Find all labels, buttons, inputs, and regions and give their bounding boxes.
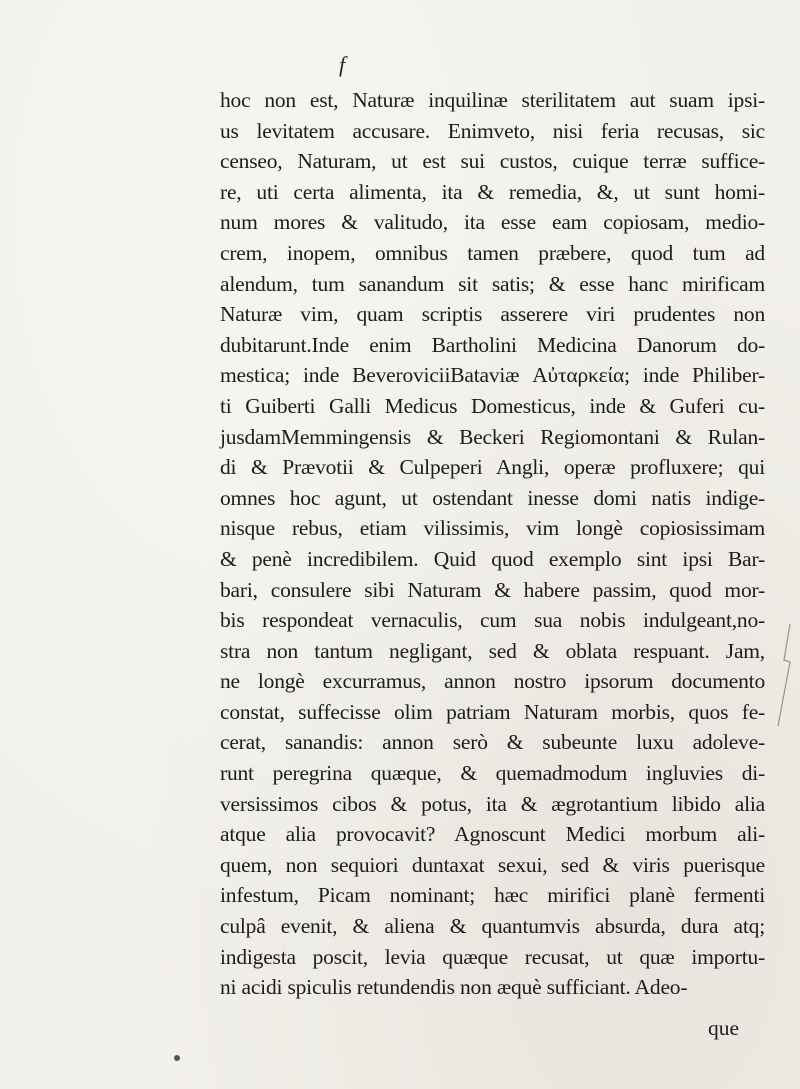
text-line: num mores & valitudo, ita esse eam copiosam, medio-: [220, 210, 765, 235]
text-line: di & Prævotii & Culpeperi Angli, operæ profluxere; qui: [220, 455, 765, 480]
text-line: re, uti certa alimenta, ita & remedia, &, ut sunt homi-: [220, 179, 765, 204]
text-line: constat, suffecisse olim patriam Naturam morbis, quos fe-: [220, 699, 765, 724]
latin-text-block: [220, 85, 765, 1003]
text-line: mestica; inde BeveroviciiBataviæ Αὐταρκεία; inde Philiber-: [220, 363, 765, 388]
text-line: ne longè excurramus, annon nostro ipsorum documento: [220, 669, 765, 694]
text-line: nisque rebus, etiam vilissimis, vim longè copiosissimam: [220, 516, 765, 541]
text-line: hoc non est, Naturæ inquilinæ sterilitatem aut suam ipsi-: [220, 88, 765, 112]
text-line: censeo, Naturam, ut est sui custos, cuique terræ suffice-: [220, 149, 765, 174]
text-line: bari, consulere sibi Naturam & habere passim, quod mor-: [220, 577, 765, 602]
text-line: Naturæ vim, quam scriptis asserere viri prudentes non: [220, 302, 765, 327]
pencil-margin-mark: [770, 620, 796, 730]
text-line: us levitatem accusare. Enimveto, nisi feria recusas, sic: [220, 118, 765, 143]
text-line: culpâ evenit, & aliena & quantumvis absurda, dura atq;: [220, 914, 765, 939]
text-line: versissimos cibos & potus, ita & ægrotantium libido alia: [220, 791, 765, 816]
text-line: stra non tantum negligant, sed & oblata respuant. Jam,: [220, 638, 765, 663]
ink-spot: [174, 1055, 180, 1061]
text-line: omnes hoc agunt, ut ostendant inesse domi natis indige-: [220, 485, 765, 510]
text-line: bis respondeat vernaculis, cum sua nobis indulgeant,no-: [220, 608, 765, 633]
page-top-mark: f: [339, 52, 346, 77]
text-line: & penè incredibilem. Quid quod exemplo sint ipsi Bar-: [220, 546, 765, 571]
text-line: cerat, sanandis: annon serò & subeunte luxu adoleve-: [220, 730, 765, 755]
text-line: atque alia provocavit? Agnoscunt Medici morbum ali-: [220, 822, 765, 847]
text-line: crem, inopem, omnibus tamen præbere, quod tum ad: [220, 240, 765, 265]
text-line: infestum, Picam nominant; hæc mirifici planè fermenti: [220, 883, 765, 908]
text-line: alendum, tum sanandum sit satis; & esse hanc mirificam: [220, 271, 765, 296]
text-line: jusdamMemmingensis & Beckeri Regiomontani & Rulan-: [220, 424, 765, 449]
text-line: indigesta poscit, levia quæque recusat, ut quæ importu-: [220, 944, 765, 969]
text-line: ni acidi spiculis retundendis non æquè sufficiant. Adeo-: [220, 975, 688, 1000]
text-line: dubitarunt.Inde enim Bartholini Medicina Danorum do-: [220, 332, 765, 357]
text-line: quem, non sequiori duntaxat sexui, sed & viris puerisque: [220, 852, 765, 877]
text-line: ti Guiberti Galli Medicus Domesticus, inde & Guferi cu-: [220, 393, 765, 418]
text-line: runt peregrina quæque, & quemadmodum ingluvies di-: [220, 761, 765, 786]
catchword: que: [708, 1016, 740, 1040]
